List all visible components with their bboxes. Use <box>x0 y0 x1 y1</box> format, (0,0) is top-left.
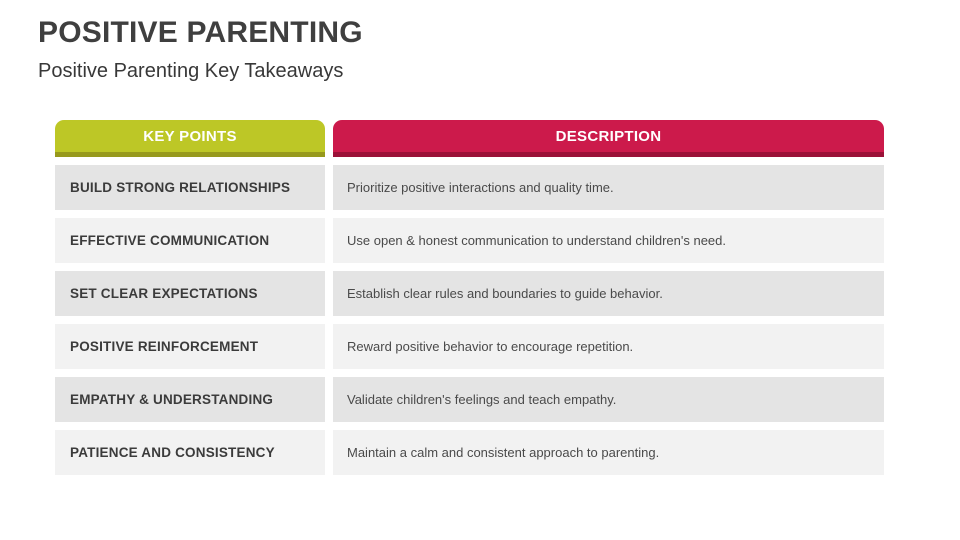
description-cell: Reward positive behavior to encourage repetition. <box>333 324 884 369</box>
table-row <box>55 165 884 210</box>
table-row <box>55 271 884 316</box>
description-cell: Maintain a calm and consistent approach to parenting. <box>333 430 884 475</box>
description-cell: Prioritize positive interactions and quality time. <box>333 165 884 210</box>
description-cell: Establish clear rules and boundaries to guide behavior. <box>333 271 884 316</box>
table-header-row <box>55 120 884 157</box>
page-title: POSITIVE PARENTING <box>38 16 363 49</box>
table-row <box>55 218 884 263</box>
table-row <box>55 377 884 422</box>
key-point-cell: SET CLEAR EXPECTATIONS <box>55 271 325 316</box>
description-cell: Use open & honest communication to understand children's need. <box>333 218 884 263</box>
table-row <box>55 324 884 369</box>
key-point-cell: EFFECTIVE COMMUNICATION <box>55 218 325 263</box>
key-points-column-header: KEY POINTS <box>55 120 325 157</box>
description-column-header: DESCRIPTION <box>333 120 884 157</box>
key-point-cell: PATIENCE AND CONSISTENCY <box>55 430 325 475</box>
page-subtitle: Positive Parenting Key Takeaways <box>38 60 344 82</box>
key-takeaways-table <box>55 120 884 483</box>
table-row <box>55 430 884 475</box>
description-cell: Validate children's feelings and teach empathy. <box>333 377 884 422</box>
key-point-cell: POSITIVE REINFORCEMENT <box>55 324 325 369</box>
key-point-cell: BUILD STRONG RELATIONSHIPS <box>55 165 325 210</box>
key-point-cell: EMPATHY & UNDERSTANDING <box>55 377 325 422</box>
